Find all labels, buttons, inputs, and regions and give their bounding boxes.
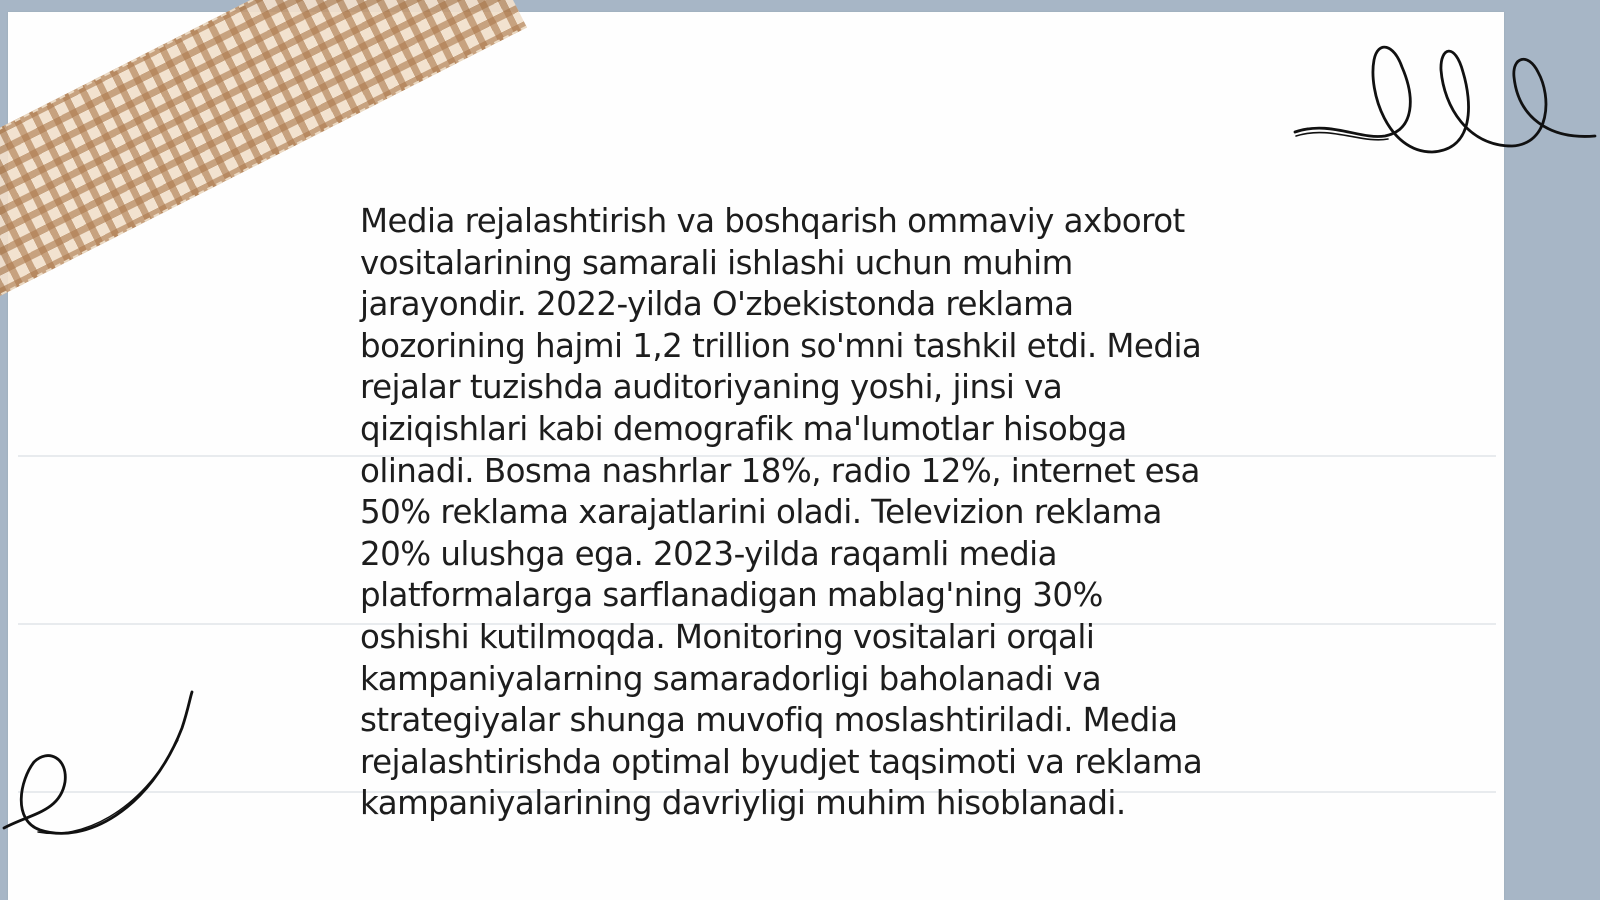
body-paragraph: Media rejalashtirish va boshqarish ommaviy axborot vositalarining samarali ishlashi uchun muhim jarayondir. 2022-yilda O'zbekistonda reklama bozorining hajmi 1,2 trillion so'mni tashkil etdi. Media rejalar tuzishda auditoriyaning yoshi, jinsi va qiziqishlari kabi demografik ma'lumotlar hisobga olinadi. Bosma nashrlar 18%, radio 12%, internet esa 50% reklama xarajatlarini oladi. Televizion reklama 20% ulushga ega. 2023-yilda raqamli media platformalarga sarflanadigan mablag'ning 30% oshishi kutilmoqda. Monitoring vositalari orqali kampaniyalarning samaradorligi baholanadi va strategiyalar shunga muvofiq moslashtiriladi. Media rejalashtirishda optimal byudjet taqsimoti va reklama kampaniyalarining davriyligi muhim hisoblanadi.: [360, 202, 1203, 823]
swirl-scribble-bottom-left: [0, 690, 205, 850]
loop-scribble-top-right: [1290, 32, 1600, 162]
